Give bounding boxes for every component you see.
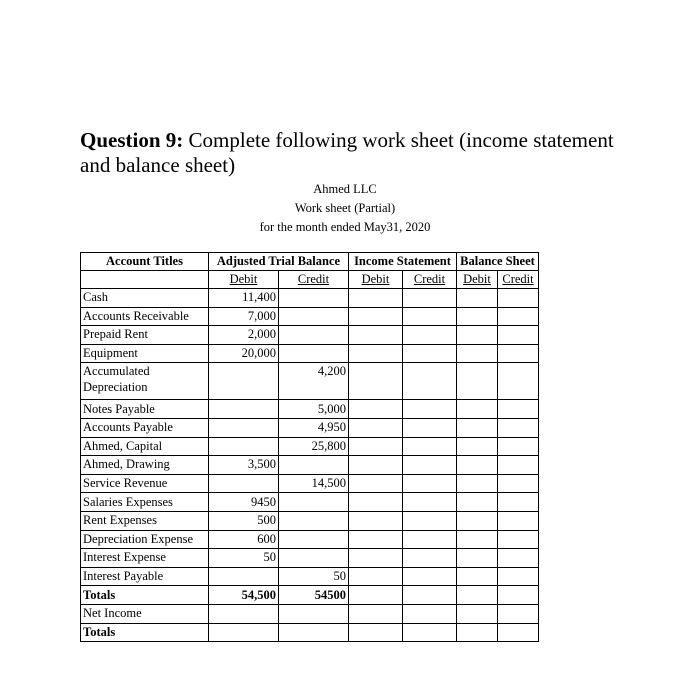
account-title-cell: Totals — [81, 586, 209, 605]
balance-credit-cell[interactable] — [498, 437, 539, 456]
balance-debit-cell[interactable] — [457, 604, 498, 623]
account-title-cell: Prepaid Rent — [81, 326, 209, 345]
table-row — [81, 474, 539, 493]
balance-credit-cell[interactable] — [498, 567, 539, 586]
question-label: Question 9: — [80, 128, 184, 152]
balance-debit-cell[interactable] — [457, 586, 498, 605]
balance-debit-cell[interactable] — [457, 456, 498, 475]
trial-credit-cell — [279, 289, 349, 308]
account-title-cell: Service Revenue — [81, 474, 209, 493]
trial-debit-cell — [209, 418, 279, 437]
trial-credit-cell: 50 — [279, 567, 349, 586]
worksheet-table — [80, 252, 539, 642]
trial-debit-cell: 50 — [209, 549, 279, 568]
balance-debit-cell[interactable] — [457, 363, 498, 400]
trial-debit-cell: 7,000 — [209, 307, 279, 326]
income-credit-cell[interactable] — [403, 549, 457, 568]
balance-debit-cell[interactable] — [457, 307, 498, 326]
balance-debit-cell[interactable] — [457, 623, 498, 642]
trial-debit-cell: 9450 — [209, 493, 279, 512]
adjusted-trial-balance-header: Adjusted Trial Balance — [209, 253, 349, 271]
income-credit-cell[interactable] — [403, 418, 457, 437]
income-debit-cell[interactable] — [349, 307, 403, 326]
account-title-cell: Depreciation Expense — [81, 530, 209, 549]
income-credit-cell[interactable] — [403, 437, 457, 456]
trial-debit-cell: 2,000 — [209, 326, 279, 345]
trial-debit-cell — [209, 604, 279, 623]
balance-debit-header: Debit — [457, 271, 498, 289]
balance-debit-cell[interactable] — [457, 549, 498, 568]
table-row — [81, 326, 539, 345]
income-debit-header: Debit — [349, 271, 403, 289]
trial-debit-cell — [209, 567, 279, 586]
table-row — [81, 363, 539, 400]
trial-debit-cell: 3,500 — [209, 456, 279, 475]
sub-header-row — [81, 271, 539, 289]
income-debit-cell[interactable] — [349, 549, 403, 568]
table-row — [81, 344, 539, 363]
worksheet-body — [81, 289, 539, 642]
income-credit-cell[interactable] — [403, 326, 457, 345]
trial-credit-cell — [279, 307, 349, 326]
trial-debit-cell — [209, 437, 279, 456]
table-row — [81, 289, 539, 308]
balance-credit-header: Credit — [498, 271, 539, 289]
question-body: Complete following work sheet (income statement and balance sheet) — [80, 128, 614, 177]
balance-credit-cell[interactable] — [498, 307, 539, 326]
trial-debit-cell — [209, 363, 279, 400]
income-debit-cell[interactable] — [349, 511, 403, 530]
income-credit-cell[interactable] — [403, 400, 457, 419]
income-credit-header: Credit — [403, 271, 457, 289]
balance-credit-cell[interactable] — [498, 604, 539, 623]
account-title-cell: Accounts Receivable — [81, 307, 209, 326]
account-title-cell: Notes Payable — [81, 400, 209, 419]
income-debit-cell[interactable] — [349, 418, 403, 437]
income-credit-cell[interactable] — [403, 604, 457, 623]
account-title-cell: Interest Expense — [81, 549, 209, 568]
income-credit-cell[interactable] — [403, 511, 457, 530]
income-debit-cell[interactable] — [349, 363, 403, 400]
trial-debit-cell: 20,000 — [209, 344, 279, 363]
trial-credit-cell — [279, 326, 349, 345]
account-title-cell: Interest Payable — [81, 567, 209, 586]
account-title-cell: Ahmed, Capital — [81, 437, 209, 456]
income-debit-cell[interactable] — [349, 530, 403, 549]
account-title-cell: Rent Expenses — [81, 511, 209, 530]
balance-credit-cell[interactable] — [498, 363, 539, 400]
table-row — [81, 493, 539, 512]
balance-debit-cell[interactable] — [457, 493, 498, 512]
table-row — [81, 456, 539, 475]
balance-sheet-header: Balance Sheet — [457, 253, 539, 271]
trial-debit-cell: 11,400 — [209, 289, 279, 308]
trial-credit-cell — [279, 456, 349, 475]
account-title-cell: Cash — [81, 289, 209, 308]
trial-debit-header: Debit — [209, 271, 279, 289]
balance-debit-cell[interactable] — [457, 418, 498, 437]
trial-credit-cell — [279, 530, 349, 549]
trial-credit-cell: 14,500 — [279, 474, 349, 493]
table-row — [81, 530, 539, 549]
income-credit-cell[interactable] — [403, 289, 457, 308]
trial-credit-cell: 54500 — [279, 586, 349, 605]
account-title-cell: Equipment — [81, 344, 209, 363]
income-credit-cell[interactable] — [403, 530, 457, 549]
account-title-cell: Totals — [81, 623, 209, 642]
worksheet-period: for the month ended May31, 2020 — [259, 220, 431, 234]
table-row — [81, 549, 539, 568]
balance-debit-cell[interactable] — [457, 289, 498, 308]
balance-credit-cell[interactable] — [498, 456, 539, 475]
balance-credit-cell[interactable] — [498, 493, 539, 512]
balance-credit-cell[interactable] — [498, 474, 539, 493]
income-debit-cell[interactable] — [349, 400, 403, 419]
trial-credit-cell — [279, 511, 349, 530]
balance-debit-cell[interactable] — [457, 530, 498, 549]
table-row — [81, 511, 539, 530]
trial-credit-cell — [279, 549, 349, 568]
balance-debit-cell[interactable] — [457, 474, 498, 493]
income-debit-cell[interactable] — [349, 567, 403, 586]
trial-credit-cell — [279, 604, 349, 623]
income-credit-cell[interactable] — [403, 623, 457, 642]
question-text — [80, 128, 640, 178]
table-row — [81, 307, 539, 326]
balance-debit-cell[interactable] — [457, 437, 498, 456]
trial-credit-cell: 25,800 — [279, 437, 349, 456]
income-debit-cell[interactable] — [349, 326, 403, 345]
balance-credit-cell[interactable] — [498, 511, 539, 530]
trial-credit-cell — [279, 493, 349, 512]
worksheet-title: Work sheet (Partial) — [294, 201, 396, 215]
table-row — [81, 418, 539, 437]
table-row — [81, 567, 539, 586]
balance-credit-cell[interactable] — [498, 418, 539, 437]
income-credit-cell[interactable] — [403, 456, 457, 475]
blank-header-cell — [81, 271, 209, 289]
balance-credit-cell[interactable] — [498, 530, 539, 549]
trial-credit-cell — [279, 344, 349, 363]
trial-debit-cell: 500 — [209, 511, 279, 530]
income-credit-cell[interactable] — [403, 363, 457, 400]
trial-debit-cell — [209, 623, 279, 642]
income-debit-cell[interactable] — [349, 437, 403, 456]
company-name: Ahmed LLC — [313, 182, 377, 196]
income-credit-cell[interactable] — [403, 567, 457, 586]
income-debit-cell[interactable] — [349, 344, 403, 363]
account-titles-header: Account Titles — [81, 253, 209, 271]
trial-credit-cell: 5,000 — [279, 400, 349, 419]
income-debit-cell[interactable] — [349, 623, 403, 642]
table-row — [81, 400, 539, 419]
balance-credit-cell[interactable] — [498, 400, 539, 419]
balance-credit-cell[interactable] — [498, 586, 539, 605]
trial-credit-cell: 4,950 — [279, 418, 349, 437]
balance-debit-cell[interactable] — [457, 400, 498, 419]
account-title-cell: Accounts Payable — [81, 418, 209, 437]
income-credit-cell[interactable] — [403, 586, 457, 605]
income-credit-cell[interactable] — [403, 474, 457, 493]
balance-debit-cell[interactable] — [457, 511, 498, 530]
balance-debit-cell[interactable] — [457, 326, 498, 345]
income-debit-cell[interactable] — [349, 604, 403, 623]
balance-credit-cell[interactable] — [498, 326, 539, 345]
table-row — [81, 437, 539, 456]
balance-debit-cell[interactable] — [457, 344, 498, 363]
income-debit-cell[interactable] — [349, 456, 403, 475]
account-title-cell: Net Income — [81, 604, 209, 623]
trial-debit-cell — [209, 400, 279, 419]
account-title-cell: Accumulated Depreciation — [81, 363, 209, 400]
trial-debit-cell — [209, 474, 279, 493]
balance-credit-cell[interactable] — [498, 549, 539, 568]
trial-credit-header: Credit — [279, 271, 349, 289]
trial-credit-cell — [279, 623, 349, 642]
balance-debit-cell[interactable] — [457, 567, 498, 586]
account-title-cell: Salaries Expenses — [81, 493, 209, 512]
trial-credit-cell: 4,200 — [279, 363, 349, 400]
income-debit-cell[interactable] — [349, 493, 403, 512]
income-statement-header: Income Statement — [349, 253, 457, 271]
table-row — [81, 604, 539, 623]
income-credit-cell[interactable] — [403, 344, 457, 363]
table-row — [81, 586, 539, 605]
table-row — [81, 623, 539, 642]
balance-credit-cell[interactable] — [498, 344, 539, 363]
account-title-cell: Ahmed, Drawing — [81, 456, 209, 475]
balance-credit-cell[interactable] — [498, 623, 539, 642]
income-debit-cell[interactable] — [349, 474, 403, 493]
income-credit-cell[interactable] — [403, 307, 457, 326]
balance-credit-cell[interactable] — [498, 289, 539, 308]
income-credit-cell[interactable] — [403, 493, 457, 512]
trial-debit-cell: 600 — [209, 530, 279, 549]
trial-debit-cell: 54,500 — [209, 586, 279, 605]
income-debit-cell[interactable] — [349, 586, 403, 605]
group-header-row — [81, 253, 539, 271]
income-debit-cell[interactable] — [349, 289, 403, 308]
